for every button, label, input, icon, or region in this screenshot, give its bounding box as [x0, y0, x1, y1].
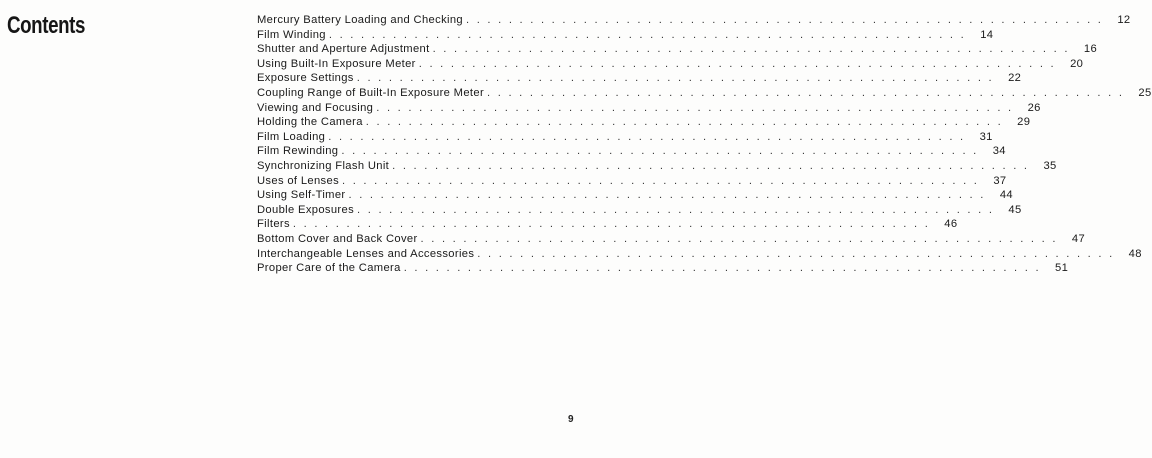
- toc-entry: [257, 188, 1013, 203]
- toc-entry: [257, 174, 1007, 189]
- toc-entry: [257, 159, 1057, 174]
- toc-entry-title: Film Rewinding: [257, 145, 339, 158]
- dot-leader: ............................................................: [487, 86, 1130, 99]
- dot-leader: ............................................................: [392, 159, 1035, 172]
- toc-entry: [257, 57, 1084, 72]
- dot-leader: ............................................................: [477, 247, 1120, 260]
- toc-entry-title: Filters: [257, 218, 290, 231]
- dot-leader: ............................................................: [418, 57, 1062, 70]
- toc-entry-page: 48: [1128, 247, 1142, 260]
- toc-entry-title: Holding the Camera: [257, 116, 363, 129]
- toc-entry-title: Proper Care of the Camera: [257, 262, 401, 275]
- dot-leader: ............................................................: [432, 43, 1076, 56]
- toc-entry-page: 31: [979, 130, 993, 143]
- page-number: 9: [568, 414, 574, 425]
- toc-entry-title: Uses of Lenses: [257, 174, 340, 187]
- toc-entry-page: 16: [1083, 43, 1098, 56]
- toc-entry-title: Mercury Battery Loading and Checking: [257, 14, 463, 26]
- toc-entry-page: 14: [980, 28, 994, 41]
- dot-leader: ............................................................: [420, 232, 1064, 245]
- toc-entry-page: 22: [1008, 72, 1022, 85]
- toc-entry-page: 44: [999, 189, 1013, 202]
- dot-leader: ............................................................: [328, 28, 972, 41]
- toc-entry: [257, 115, 1031, 130]
- dot-leader: ............................................................: [292, 218, 936, 231]
- dot-leader: ............................................................: [376, 101, 1019, 114]
- toc-entry-page: 45: [1008, 203, 1022, 216]
- toc-entry-page: 12: [1117, 14, 1131, 26]
- table-of-contents: [257, 13, 1152, 276]
- toc-entry-page: 35: [1043, 159, 1057, 172]
- toc-entry-page: 51: [1055, 262, 1069, 275]
- toc-entry-page: 46: [944, 218, 958, 231]
- toc-entry: [257, 101, 1041, 116]
- toc-entry-title: Using Built-In Exposure Meter: [257, 57, 416, 70]
- toc-entry: [257, 144, 1006, 159]
- toc-entry-title: Double Exposures: [257, 203, 355, 216]
- toc-entry-page: 25: [1138, 86, 1152, 99]
- dot-leader: ............................................................: [365, 116, 1009, 129]
- page-title: Contents: [7, 12, 85, 39]
- toc-entry: [257, 13, 1131, 28]
- toc-entry-page: 34: [992, 145, 1006, 158]
- toc-entry: [257, 28, 994, 43]
- toc-entry-title: Film Loading: [257, 130, 326, 143]
- toc-entry-title: Using Self-Timer: [257, 189, 346, 202]
- dot-leader: ............................................................: [403, 262, 1047, 275]
- toc-entry-title: Film Winding: [257, 28, 326, 41]
- toc-entry-title: Shutter and Aperture Adjustment: [257, 43, 430, 56]
- toc-entry-page: 26: [1027, 101, 1041, 114]
- toc-entry: [257, 203, 1022, 218]
- dot-leader: ............................................................: [342, 174, 985, 187]
- toc-entry-title: Synchronizing Flash Unit: [257, 159, 390, 172]
- toc-entry: [257, 130, 993, 145]
- toc-entry: [257, 232, 1086, 247]
- toc-entry-title: Viewing and Focusing: [257, 101, 374, 114]
- dot-leader: ............................................................: [348, 189, 991, 202]
- toc-entry-page: 47: [1071, 232, 1086, 245]
- toc-entry-page: 20: [1070, 57, 1084, 70]
- toc-entry-page: 29: [1017, 116, 1031, 129]
- dot-leader: ............................................................: [341, 145, 984, 158]
- toc-entry-page: 37: [993, 174, 1007, 187]
- dot-leader: ............................................................: [357, 203, 1000, 216]
- toc-entry-title: Interchangeable Lenses and Accessories: [257, 247, 475, 260]
- toc-entry: [257, 42, 1098, 57]
- dot-leader: ............................................................: [356, 72, 1000, 85]
- dot-leader: ............................................................: [328, 130, 971, 143]
- toc-entry: [257, 71, 1022, 86]
- toc-entry: [257, 261, 1069, 276]
- dot-leader: ............................................................: [466, 14, 1109, 26]
- toc-entry: [257, 217, 958, 232]
- toc-entry-title: Bottom Cover and Back Cover: [257, 232, 418, 245]
- toc-entry: [257, 247, 1142, 262]
- toc-entry-title: Exposure Settings: [257, 72, 354, 85]
- toc-entry: [257, 86, 1152, 101]
- toc-entry-title: Coupling Range of Built-In Exposure Meter: [257, 86, 485, 99]
